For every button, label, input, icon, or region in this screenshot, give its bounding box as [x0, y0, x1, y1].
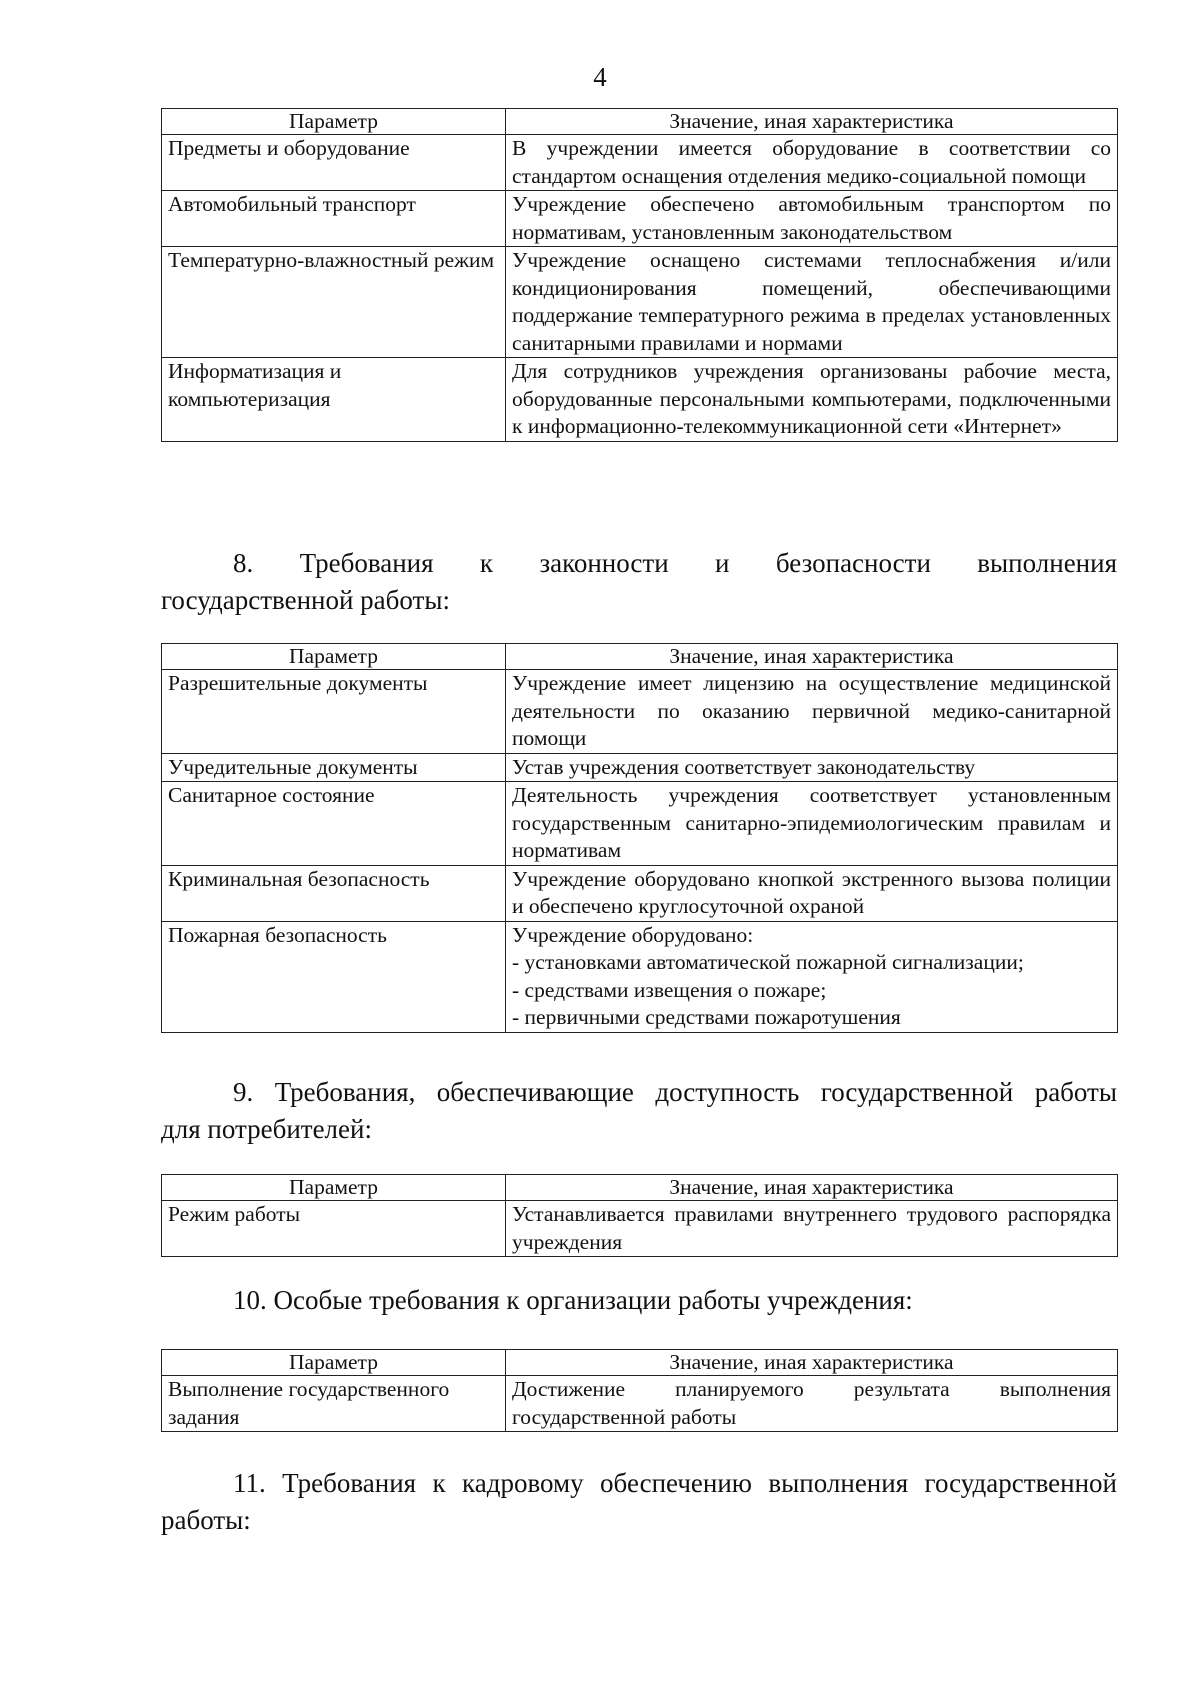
special-requirements-table	[161, 1349, 1118, 1432]
row-parameter: Информатизация и компьютеризация	[162, 358, 506, 442]
table-header-row	[162, 1175, 1118, 1201]
value-line: Учреждение оборудовано:	[512, 922, 754, 947]
equipment-requirements-table	[161, 108, 1118, 442]
value-line: - первичными средствами пожаротушения	[512, 1005, 901, 1029]
row-value: В учреждении имеется оборудование в соответствии со стандартом оснащения отделения медико-социальной помощи	[506, 135, 1118, 191]
section-8-line-2: государственной работы:	[161, 585, 450, 615]
section-9-heading	[161, 1074, 1117, 1148]
row-value: Деятельность учреждения соответствует установленным государственным санитарно-эпидемиологическим правилам и нормативам	[506, 782, 1118, 866]
value-line: - установками автоматической пожарной сигнализации;	[512, 950, 1024, 974]
row-parameter: Выполнение государственного задания	[162, 1376, 506, 1432]
row-parameter: Режим работы	[162, 1201, 506, 1257]
row-value: Учреждение имеет лицензию на осуществление медицинской деятельности по оказанию первичной медико-санитарной помощи	[506, 670, 1118, 754]
column-header-parameter: Параметр	[162, 109, 506, 135]
row-value: Устанавливается правилами внутреннего трудового распорядка учреждения	[506, 1201, 1118, 1257]
column-header-parameter: Параметр	[162, 1175, 506, 1201]
row-parameter: Учредительные документы	[162, 753, 506, 782]
page-number: 4	[593, 62, 607, 92]
table-row	[162, 753, 1118, 782]
table-row	[162, 358, 1118, 442]
row-value: Учреждение оснащено системами теплоснабжения и/или кондиционирования помещений, обеспечивающими поддержание температурного режима в пределах установленных санитарными правилами и нормами	[506, 247, 1118, 358]
row-parameter: Пожарная безопасность	[162, 921, 506, 1032]
accessibility-table	[161, 1174, 1118, 1257]
table-header-row	[162, 644, 1118, 670]
row-parameter: Предметы и оборудование	[162, 135, 506, 191]
legality-safety-table	[161, 643, 1118, 1033]
section-11-line-2: работы:	[161, 1505, 251, 1535]
row-parameter: Криминальная безопасность	[162, 865, 506, 921]
row-value: Для сотрудников учреждения организованы рабочие места, оборудованные персональными компьютерами, подключенными к информационно-телекоммуникационной сети «Интернет»	[506, 358, 1118, 442]
row-parameter: Разрешительные документы	[162, 670, 506, 754]
table-row	[162, 865, 1118, 921]
table-row	[162, 670, 1118, 754]
table-row	[162, 1201, 1118, 1257]
column-header-value: Значение, иная характеристика	[506, 1350, 1118, 1376]
column-header-value: Значение, иная характеристика	[506, 109, 1118, 135]
section-9-line-1: 9. Требования, обеспечивающие доступность государственной работы	[233, 1077, 1117, 1107]
section-8-heading	[161, 545, 1117, 619]
column-header-value: Значение, иная характеристика	[506, 644, 1118, 670]
row-value: Достижение планируемого результата выполнения государственной работы	[506, 1376, 1118, 1432]
row-value	[506, 921, 1118, 1032]
table-row	[162, 782, 1118, 866]
table-row	[162, 247, 1118, 358]
table-header-row	[162, 109, 1118, 135]
row-value: Учреждение оборудовано кнопкой экстренного вызова полиции и обеспечено круглосуточной охраной	[506, 865, 1118, 921]
value-line: - средствами извещения о пожаре;	[512, 977, 827, 1002]
column-header-parameter: Параметр	[162, 1350, 506, 1376]
row-value: Учреждение обеспечено автомобильным транспортом по нормативам, установленным законодательством	[506, 191, 1118, 247]
section-10-line-1: 10. Особые требования к организации работы учреждения:	[233, 1285, 913, 1315]
section-9-line-2: для потребителей:	[161, 1114, 372, 1144]
table-row	[162, 1376, 1118, 1432]
row-parameter: Температурно-влажностный режим	[162, 247, 506, 358]
table-row	[162, 921, 1118, 1032]
section-11-line-1: 11. Требования к кадровому обеспечению выполнения государственной	[233, 1468, 1117, 1498]
column-header-parameter: Параметр	[162, 644, 506, 670]
row-value: Устав учреждения соответствует законодательству	[506, 753, 1118, 782]
section-8-line-1: 8. Требования к законности и безопасности выполнения	[233, 548, 1117, 578]
table-row	[162, 135, 1118, 191]
section-11-heading	[161, 1465, 1117, 1539]
table-header-row	[162, 1350, 1118, 1376]
row-parameter: Санитарное состояние	[162, 782, 506, 866]
section-10-heading	[161, 1282, 1117, 1319]
row-parameter: Автомобильный транспорт	[162, 191, 506, 247]
table-row	[162, 191, 1118, 247]
column-header-value: Значение, иная характеристика	[506, 1175, 1118, 1201]
